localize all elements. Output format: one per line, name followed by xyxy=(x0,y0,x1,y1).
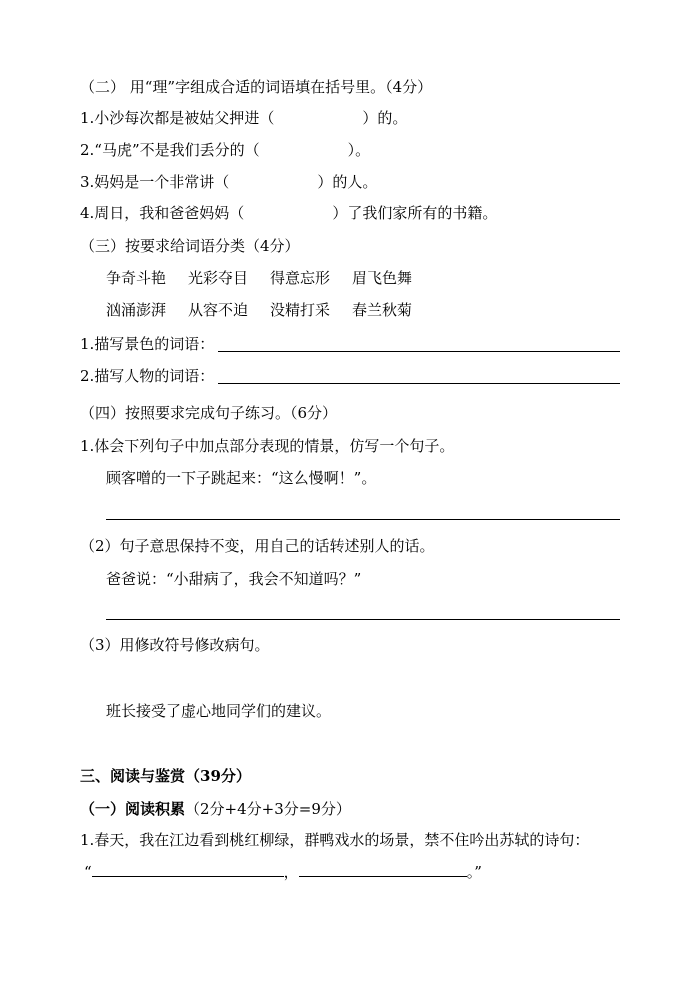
question-4-1-example: 顾客噌的一下子跳起来：“这么慢啊！”。 xyxy=(106,469,377,487)
word: 春兰秋菊 xyxy=(352,301,413,319)
question-4-3-example: 班长接受了虚心地同学们的建议。 xyxy=(106,702,332,720)
question-4-2: （2）句子意思保持不变，用自己的话转述别人的话。 xyxy=(80,537,435,555)
question-5-1: 1.春天，我在江边看到桃红柳绿，群鸭戏水的场景，禁不住吟出苏轼的诗句： xyxy=(80,831,590,849)
question-2-3-end: ）的人。 xyxy=(317,173,378,191)
open-quote: “ xyxy=(84,863,92,881)
close-quote: 。” xyxy=(466,863,482,881)
poem-line xyxy=(84,862,482,882)
section-3-title: （三）按要求给词语分类（4分） xyxy=(80,237,300,255)
word-row-2 xyxy=(106,300,434,320)
question-2-4 xyxy=(80,203,497,223)
word-row-1 xyxy=(106,268,434,288)
question-4-2-example: 爸爸说：“小甜病了，我会不知道吗？” xyxy=(106,570,362,588)
part-3-title: 三、阅读与鉴赏（39分） xyxy=(80,767,251,785)
answer-blank[interactable] xyxy=(260,154,348,155)
question-2-1 xyxy=(80,108,407,128)
answer-blank[interactable] xyxy=(274,122,362,123)
question-2-2 xyxy=(80,140,370,160)
question-4-3: （3）用修改符号修改病句。 xyxy=(80,636,270,654)
answer-line[interactable] xyxy=(218,383,620,384)
question-2-4-end: ）了我们家所有的书籍。 xyxy=(332,204,498,222)
word: 汹涌澎湃 xyxy=(106,301,167,319)
word: 从容不迫 xyxy=(188,301,249,319)
section-4-title: （四）按照要求完成句子练习。（6分） xyxy=(80,404,338,422)
comma: ， xyxy=(283,863,299,881)
question-4-1: 1.体会下列句子中加点部分表现的情景，仿写一个句子。 xyxy=(80,437,455,455)
question-3-2: 2.描写人物的词语： xyxy=(80,367,215,385)
answer-line[interactable] xyxy=(106,619,620,620)
question-2-1-end: ）的。 xyxy=(362,109,408,127)
answer-line[interactable] xyxy=(92,862,284,877)
question-2-4-start: 4.周日，我和爸爸妈妈（ xyxy=(80,204,245,222)
word: 争奇斗艳 xyxy=(106,269,167,287)
question-2-1-start: 1.小沙每次都是被姑父押进（ xyxy=(80,109,275,127)
word: 光彩夺目 xyxy=(188,269,249,287)
answer-blank[interactable] xyxy=(244,217,332,218)
word: 得意忘形 xyxy=(270,269,331,287)
part-3-subtitle xyxy=(80,799,351,819)
question-2-2-end: ）。 xyxy=(347,141,371,159)
word: 没精打采 xyxy=(270,301,331,319)
answer-blank[interactable] xyxy=(229,186,317,187)
answer-line[interactable] xyxy=(106,519,620,520)
question-2-3-start: 3.妈妈是一个非常讲（ xyxy=(80,173,230,191)
answer-line[interactable] xyxy=(299,862,467,877)
question-2-2-start: 2.“马虎”不是我们丢分的（ xyxy=(80,141,260,159)
word: 眉飞色舞 xyxy=(352,269,413,287)
section-2-title: （二） 用“理”字组成合适的词语填在括号里。（4分） xyxy=(80,78,433,96)
question-2-3 xyxy=(80,172,377,192)
question-3-1: 1.描写景色的词语： xyxy=(80,335,215,353)
answer-line[interactable] xyxy=(218,351,620,352)
subtitle-score: （2分+4分+3分=9分） xyxy=(185,800,351,818)
subtitle-bold: （一）阅读积累 xyxy=(80,800,186,818)
